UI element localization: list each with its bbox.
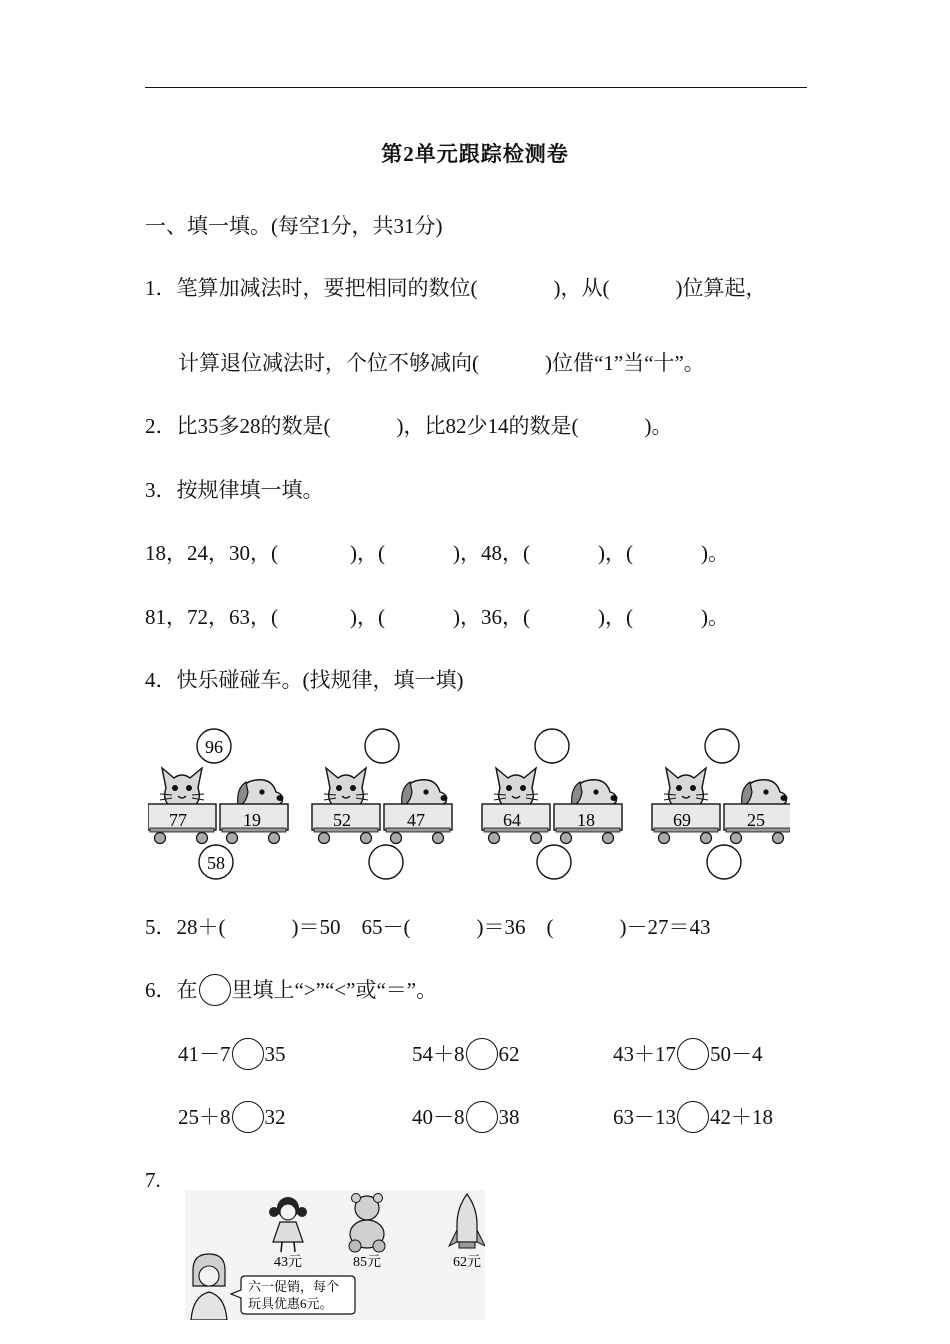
left-car-number: 52 bbox=[333, 810, 351, 830]
question-6-label: 6．在 里填上“>”“<”或“＝”。 bbox=[145, 974, 437, 1006]
difference-circle[interactable] bbox=[369, 845, 403, 879]
question-3-row-1: 18，24，30，( )，( )，48，( )，( )。 bbox=[145, 541, 729, 565]
compare-circle[interactable] bbox=[466, 1101, 498, 1133]
price-label: 85元 bbox=[353, 1255, 381, 1270]
bumper-car-group-2 bbox=[312, 729, 452, 879]
difference-circle[interactable] bbox=[537, 845, 571, 879]
difference-value: 58 bbox=[207, 853, 225, 873]
question-3-row-2: 81，72，63，( )，( )，36，( )，( )。 bbox=[145, 605, 729, 629]
price-label: 43元 bbox=[274, 1255, 302, 1270]
bubble-text-line-1: 六一促销，每个 bbox=[248, 1279, 340, 1294]
bubble-text-line-2: 玩具优惠6元。 bbox=[248, 1296, 333, 1311]
question-1-line-2: 计算退位减法时，个位不够减向( )位借“1”当“十”。 bbox=[178, 351, 705, 375]
bumper-car-group-3 bbox=[482, 729, 622, 879]
compare-item: 25＋8 32 bbox=[178, 1101, 286, 1133]
question-1-line-1: 1．笔算加减法时，要把相同的数位( )，从( )位算起， bbox=[145, 276, 767, 300]
compare-circle-icon bbox=[199, 974, 231, 1006]
sum-value: 96 bbox=[205, 737, 223, 757]
question-7-label: 7. bbox=[145, 1168, 161, 1192]
compare-item: 63－13 42＋18 bbox=[613, 1101, 773, 1133]
left-car-number: 69 bbox=[673, 810, 691, 830]
sum-circle[interactable] bbox=[705, 729, 739, 763]
compare-circle[interactable] bbox=[232, 1038, 264, 1070]
right-car-number: 19 bbox=[243, 810, 261, 830]
compare-circle[interactable] bbox=[232, 1101, 264, 1133]
toy-price-figure bbox=[185, 1190, 485, 1320]
compare-circle[interactable] bbox=[677, 1101, 709, 1133]
bumper-car-group-4 bbox=[652, 729, 790, 879]
difference-circle[interactable] bbox=[707, 845, 741, 879]
bumper-cars-figure bbox=[148, 724, 790, 884]
sum-circle[interactable] bbox=[365, 729, 399, 763]
compare-circle[interactable] bbox=[466, 1038, 498, 1070]
right-car-number: 47 bbox=[407, 810, 425, 830]
right-car-number: 25 bbox=[747, 810, 765, 830]
question-2: 2．比35多28的数是( )，比82少14的数是( )。 bbox=[145, 414, 673, 438]
left-car-number: 77 bbox=[169, 810, 187, 830]
question-3-label: 3．按规律填一填。 bbox=[145, 478, 324, 502]
price-label: 62元 bbox=[453, 1255, 481, 1270]
section-1-heading: 一、填一填。(每空1分，共31分) bbox=[145, 214, 443, 238]
header-rule bbox=[145, 87, 807, 88]
sum-circle[interactable] bbox=[535, 729, 569, 763]
left-car-number: 64 bbox=[503, 810, 521, 830]
question-5: 5．28＋( )＝50 65－( )＝36 ( )－27＝43 bbox=[145, 915, 711, 939]
compare-item: 41－7 35 bbox=[178, 1038, 286, 1070]
compare-circle[interactable] bbox=[677, 1038, 709, 1070]
speech-bubble bbox=[231, 1276, 355, 1314]
bumper-car-group-1 bbox=[148, 729, 288, 879]
compare-item: 40－8 38 bbox=[412, 1101, 520, 1133]
compare-item: 54＋8 62 bbox=[412, 1038, 520, 1070]
compare-item: 43＋17 50－4 bbox=[613, 1038, 763, 1070]
page-title: 第2单元跟踪检测卷 bbox=[381, 142, 569, 166]
question-4-label: 4．快乐碰碰车。(找规律，填一填) bbox=[145, 668, 464, 692]
right-car-number: 18 bbox=[577, 810, 595, 830]
